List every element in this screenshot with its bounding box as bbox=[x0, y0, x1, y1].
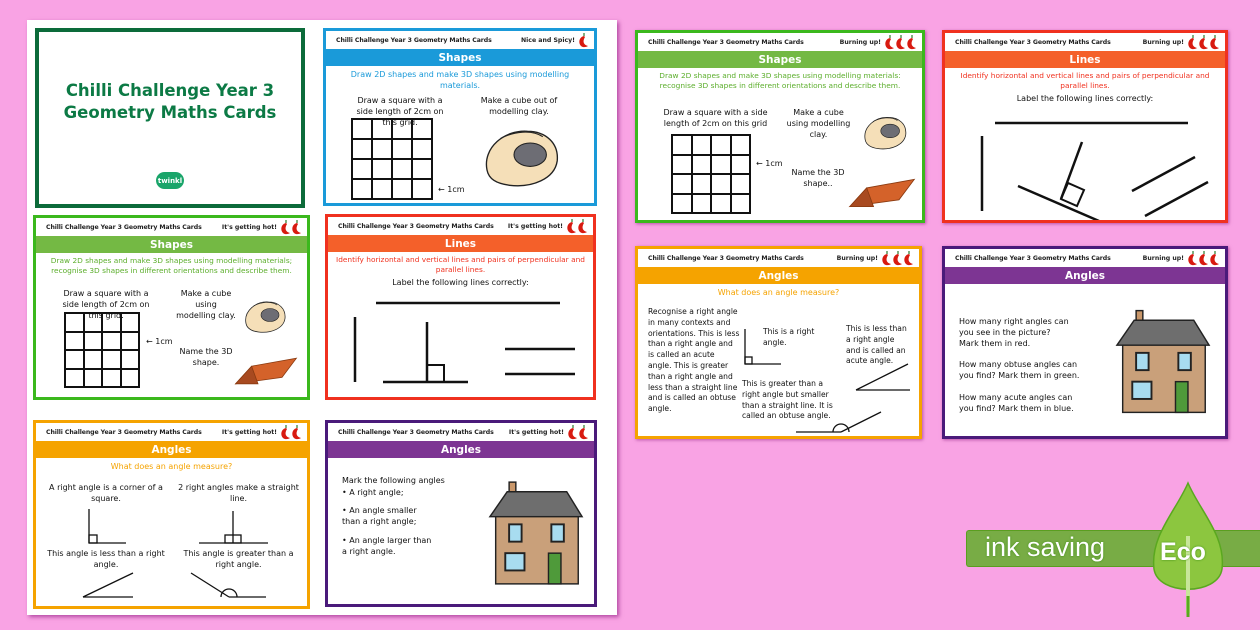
house-icon bbox=[1115, 304, 1211, 419]
chilli-icon bbox=[291, 219, 301, 235]
card-title-bar: Shapes bbox=[326, 49, 594, 66]
objective: Identify horizontal and vertical lines and pairs of perpendicular and parallel lines. bbox=[960, 71, 1210, 90]
card-shapes-1chilli[interactable] bbox=[323, 28, 597, 206]
spice-level: Nice and Spicy! bbox=[520, 36, 575, 44]
unit-label: ← 1cm bbox=[146, 337, 173, 346]
card-header: Chilli Challenge Year 3 Geometry Maths Cards bbox=[338, 428, 494, 436]
acute-text: This is less than a right angle and is called an acute angle. bbox=[846, 324, 907, 366]
card-angles-house-2chilli[interactable] bbox=[325, 420, 597, 607]
chilli-icon bbox=[577, 218, 587, 234]
bullet: • A right angle; bbox=[342, 488, 404, 497]
chilli-icon bbox=[578, 32, 588, 48]
spice-level: It's getting hot! bbox=[507, 222, 563, 230]
card-header: Chilli Challenge Year 3 Geometry Maths Cards bbox=[336, 36, 492, 44]
task-text: Name the 3D shape.. bbox=[791, 168, 845, 188]
question: How many obtuse angles can you find? Mark them in green. bbox=[959, 360, 1080, 380]
card-header: Chilli Challenge Year 3 Geometry Maths Cards bbox=[648, 254, 804, 262]
lines-diagram bbox=[328, 297, 596, 397]
task-text: Make a cube using modelling clay. bbox=[176, 289, 236, 320]
card-title-bar: Shapes bbox=[36, 236, 307, 253]
card-header: Chilli Challenge Year 3 Geometry Maths Cards bbox=[338, 222, 494, 230]
lines-diagram bbox=[945, 113, 1228, 223]
task-text: Make a cube out of modelling clay. bbox=[480, 96, 558, 116]
obtuse-text: This is greater than a right angle but smaller than a straight line. It is called an obtuse angle. bbox=[742, 379, 833, 421]
card-angles-2chilli[interactable] bbox=[33, 420, 310, 609]
hands-clay-icon bbox=[860, 111, 912, 153]
angle-text: A right angle is a corner of a square. bbox=[49, 483, 163, 503]
card-title-bar: Angles bbox=[945, 267, 1225, 284]
task-text: Draw a square with a side length of 2cm on this grid bbox=[663, 108, 768, 128]
card-angles-house-3chilli[interactable] bbox=[942, 246, 1228, 439]
right-angle-text: This is a right angle. bbox=[763, 327, 815, 347]
chilli-icon bbox=[1209, 34, 1219, 50]
angles-diagram bbox=[36, 503, 310, 603]
card-shapes-2chilli[interactable] bbox=[33, 215, 310, 400]
chilli-icon bbox=[1187, 34, 1197, 50]
unit-label: ← 1cm bbox=[438, 185, 465, 194]
spice-level: Burning up! bbox=[1142, 38, 1184, 46]
spice-level: Burning up! bbox=[839, 38, 881, 46]
card-header: Chilli Challenge Year 3 Geometry Maths Cards bbox=[46, 223, 202, 231]
card-title-bar: Angles bbox=[36, 441, 307, 458]
question: How many acute angles can you find? Mark them in blue. bbox=[959, 393, 1074, 413]
chilli-icon bbox=[1187, 250, 1197, 266]
hands-clay-icon bbox=[478, 119, 568, 194]
objective: Identify horizontal and vertical lines and pairs of perpendicular and parallel lines. bbox=[336, 255, 585, 274]
spice-level: It's getting hot! bbox=[221, 223, 277, 231]
task-text: Draw a square with a side length of 2cm on this grid. bbox=[356, 96, 444, 127]
triangular-prism-icon bbox=[848, 177, 916, 209]
card-title-bar: Angles bbox=[638, 267, 919, 284]
task-text: Make a cube using modelling clay. bbox=[786, 108, 851, 139]
title-card bbox=[35, 28, 305, 208]
square-grid bbox=[64, 312, 140, 388]
card-header: Chilli Challenge Year 3 Geometry Maths Cards bbox=[648, 38, 804, 46]
card-shapes-3chilli[interactable] bbox=[635, 30, 925, 223]
ink-saving-label: ink saving bbox=[985, 532, 1106, 562]
chilli-icon bbox=[567, 424, 577, 440]
card-title-bar: Lines bbox=[945, 51, 1225, 68]
explanation: Recognise a right angle in many contexts and orientations. This is less than a right angle and is called an acute angle. This is greater than a right angle and less than a straight line and is called an obtuse angle. bbox=[648, 307, 740, 414]
square-grid bbox=[351, 118, 433, 200]
spice-level: Burning up! bbox=[1142, 254, 1184, 262]
question: How many right angles can you see in the picture? Mark them in red. bbox=[959, 317, 1069, 348]
task-text: Draw a square with a side length of 2cm on this grid. bbox=[62, 289, 150, 320]
card-header: Chilli Challenge Year 3 Geometry Maths Cards bbox=[955, 38, 1111, 46]
twinkl-logo-icon: twinkl bbox=[156, 172, 184, 189]
angle-text: This angle is greater than a right angle. bbox=[183, 549, 294, 569]
chilli-icon bbox=[578, 424, 588, 440]
chilli-icon bbox=[280, 424, 290, 440]
chilli-icon bbox=[1198, 34, 1208, 50]
spice-level: It's getting hot! bbox=[508, 428, 564, 436]
instruction: Mark the following angles bbox=[342, 476, 445, 485]
triangular-prism-icon bbox=[234, 356, 298, 386]
bullet: • An angle larger than a right angle. bbox=[342, 536, 432, 556]
chilli-icon bbox=[1209, 250, 1219, 266]
angle-text: This angle is less than a right angle. bbox=[47, 549, 165, 569]
eco-label: Eco bbox=[1160, 538, 1206, 566]
card-lines-2chilli[interactable] bbox=[325, 214, 596, 400]
chilli-icon bbox=[884, 34, 894, 50]
chilli-icon bbox=[280, 219, 290, 235]
house-icon bbox=[488, 478, 584, 588]
unit-label: ← 1cm bbox=[756, 159, 783, 168]
chilli-icon bbox=[566, 218, 576, 234]
question: What does an angle measure? bbox=[717, 288, 840, 297]
task-text: Name the 3D shape. bbox=[179, 347, 233, 367]
chilli-icon bbox=[906, 34, 916, 50]
card-angles-3chilli[interactable] bbox=[635, 246, 922, 439]
angles-diagram bbox=[638, 249, 922, 439]
card-title-bar: Angles bbox=[328, 441, 594, 458]
title-card-heading: Chilli Challenge Year 3 Geometry Maths Cards bbox=[63, 81, 277, 122]
card-lines-3chilli[interactable] bbox=[942, 30, 1228, 223]
chilli-icon bbox=[895, 34, 905, 50]
card-header: Chilli Challenge Year 3 Geometry Maths Cards bbox=[46, 428, 202, 436]
objective: Draw 2D shapes and make 3D shapes using modelling materials; recognise 3D shapes in different orientations and describe them. bbox=[50, 256, 293, 275]
square-grid bbox=[671, 134, 751, 214]
card-title-bar: Shapes bbox=[638, 51, 922, 68]
card-header: Chilli Challenge Year 3 Geometry Maths Cards bbox=[955, 254, 1111, 262]
task-text: Label the following lines correctly: bbox=[392, 278, 529, 287]
angle-text: 2 right angles make a straight line. bbox=[178, 483, 299, 503]
card-title-bar: Lines bbox=[328, 235, 593, 252]
bullet: • An angle smaller than a right angle; bbox=[342, 506, 417, 526]
task-text: Label the following lines correctly: bbox=[1016, 94, 1154, 103]
chilli-icon bbox=[1198, 250, 1208, 266]
chilli-icon bbox=[291, 424, 301, 440]
spice-level: Burning up! bbox=[836, 254, 878, 262]
hands-clay-icon bbox=[241, 296, 291, 336]
spice-level: It's getting hot! bbox=[221, 428, 277, 436]
question: What does an angle measure? bbox=[110, 462, 233, 471]
objective: Draw 2D shapes and make 3D shapes using modelling materials: recognise 3D shapes in different orientations and describe them. bbox=[659, 71, 901, 90]
objective: Draw 2D shapes and make 3D shapes using modelling materials. bbox=[350, 70, 570, 90]
